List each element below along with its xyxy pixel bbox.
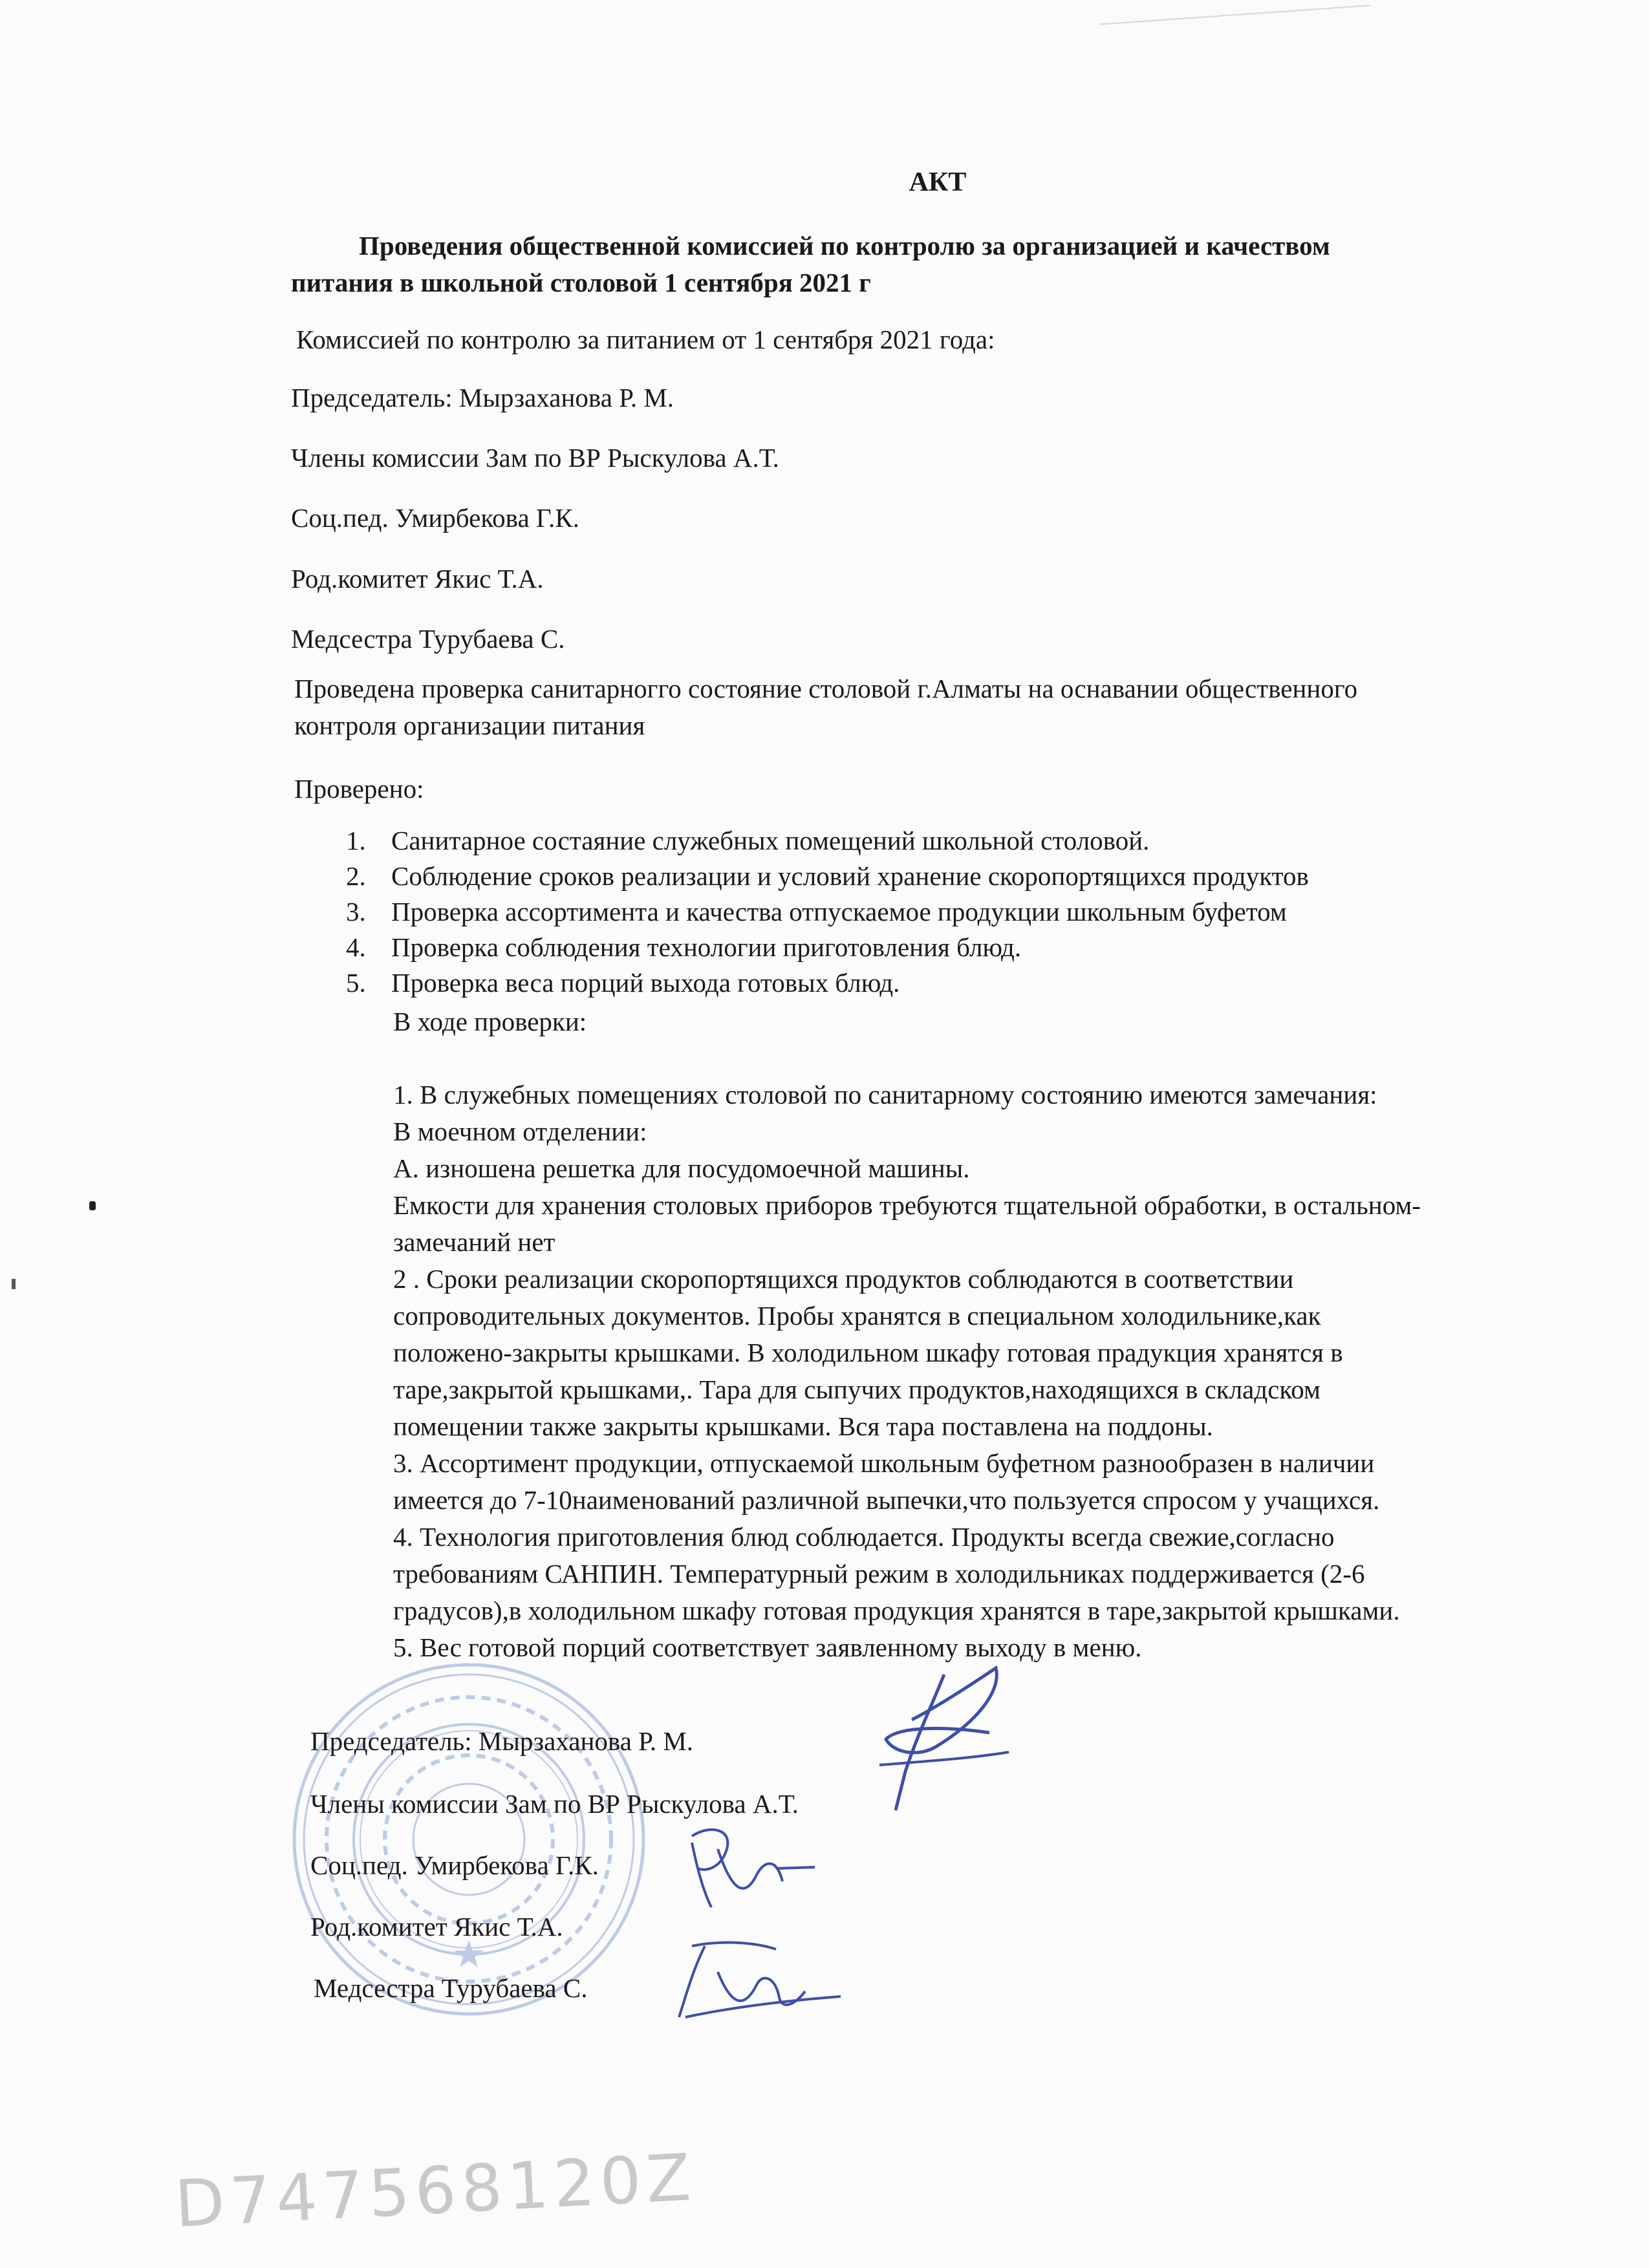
checklist-item	[346, 967, 900, 999]
signature-nurse: Медсестра Турубаева С.	[314, 1973, 588, 2003]
finding-line: имеется до 7-10наименований различной выпечки,что пользуется спросом у учащихся.	[393, 1485, 1380, 1515]
subtitle-line-1: Проведения общественной комиссией по контролю за организацией и качеством	[359, 231, 1330, 261]
checklist-item	[346, 895, 1287, 928]
checklist-item-text: Проверка ассортимента и качества отпускаемое продукции школьным буфетом	[391, 897, 1287, 926]
checklist-item-number: 5.	[346, 968, 366, 998]
checklist-item	[346, 931, 1021, 963]
finding-line: требованиям САНПИН. Температурный режим в холодильниках поддерживается (2-6	[393, 1559, 1365, 1589]
finding-line: А. изношена решетка для посудомоечной машины.	[393, 1153, 970, 1183]
official-stamp-seal	[288, 1658, 650, 2020]
social-teacher-signature-handwriting	[679, 1817, 828, 1914]
subtitle-line-2: питания в школьной столовой 1 сентября 2021 г	[291, 268, 871, 297]
finding-line: 1. В служебных помещениях столовой по санитарному состоянию имеются замечания:	[393, 1080, 1377, 1109]
finding-line: 3. Ассортимент продукции, отпускаемой школьным буфетном разнообразен в наличии	[393, 1448, 1375, 1478]
scan-dot-mark	[89, 1201, 96, 1210]
document-title: АКТ	[909, 167, 967, 197]
member-social-teacher: Соц.пед. Умирбекова Г.К.	[291, 503, 579, 533]
checklist-item-number: 1.	[346, 826, 366, 855]
checklist-item-number: 4.	[346, 932, 366, 962]
scan-top-edge-line	[1099, 5, 1370, 25]
checklist-item-text: Проверка соблюдения технологии приготовления блюд.	[391, 932, 1022, 962]
member-deputy: Члены комиссии Зам по ВР Рыскулова А.Т.	[291, 443, 779, 473]
nurse-signature-handwriting	[666, 1933, 854, 2024]
finding-line: 2 . Сроки реализации скоропортящихся продуктов соблюдаются в соответствии	[393, 1264, 1294, 1294]
signature-parent-committee: Род.комитет Якис Т.А.	[310, 1912, 563, 1942]
registration-number-mark: D747568120Z	[173, 2139, 698, 2243]
intro-text: Комиссией по контролю за питанием от 1 сентября 2021 года:	[296, 325, 995, 354]
finding-line: Емкости для хранения столовых приборов требуются тщательной обработки, в остальном-	[393, 1190, 1421, 1220]
checklist-item	[346, 860, 1309, 892]
check-description-line-1: Проведена проверка санитарногго состояние столовой г.Алматы на оснавании общественного	[294, 674, 1358, 703]
checklist-item-text: Проверка веса порций выхода готовых блюд.	[391, 968, 900, 998]
checklist-item-number: 3.	[346, 897, 366, 926]
checklist-item	[346, 824, 1149, 857]
member-nurse: Медсестра Турубаева С.	[291, 624, 565, 654]
checklist-item-text: Санитарное состаяние служебных помещений школьной столовой.	[391, 826, 1150, 855]
member-parent-committee: Род.комитет Якис Т.А.	[291, 564, 544, 594]
finding-line: В моечном отделении:	[393, 1117, 647, 1146]
finding-line: помещении также закрыты крышками. Вся тара поставлена на поддоны.	[393, 1411, 1213, 1441]
during-check-label: В ходе проверки:	[393, 1007, 587, 1036]
checklist-item-text: Соблюдение сроков реализации и условий хранение скоропортящихся продуктов	[391, 861, 1309, 891]
member-chairman: Председатель: Мырзаханова Р. М.	[291, 383, 674, 412]
finding-line: положено-закрыты крышками. В холодильном шкафу готовая прадукция хранятся в	[393, 1338, 1343, 1367]
chairman-signature-handwriting	[841, 1655, 1035, 1823]
checked-label: Проверено:	[294, 774, 424, 804]
checklist-item-number: 2.	[346, 861, 366, 891]
finding-line: таре,закрытой крышками,. Тара для сыпучих продуктов,находящихся в складском	[393, 1375, 1320, 1404]
finding-line: сопроводительных документов. Пробы хранятся в специальном холодильнике,как	[393, 1301, 1321, 1331]
signature-chairman: Председатель: Мырзаханова Р. М.	[310, 1726, 694, 1756]
signature-deputy: Члены комиссии Зам по ВР Рыскулова А.Т.	[310, 1789, 799, 1819]
finding-line: 5. Вес готовой порций соответствует заявленному выходу в меню.	[393, 1632, 1142, 1662]
signature-social-teacher: Соц.пед. Умирбекова Г.К.	[310, 1850, 599, 1880]
scan-edge-mark	[12, 1279, 16, 1289]
check-description-line-2: контроля организации питания	[294, 711, 645, 740]
finding-line: замечаний нет	[393, 1227, 555, 1257]
finding-line: градусов),в холодильном шкафу готовая продукция хранятся в таре,закрытой крышками.	[393, 1596, 1400, 1625]
finding-line: 4. Технология приготовления блюд соблюдается. Продукты всегда свежие,согласно	[393, 1522, 1335, 1552]
